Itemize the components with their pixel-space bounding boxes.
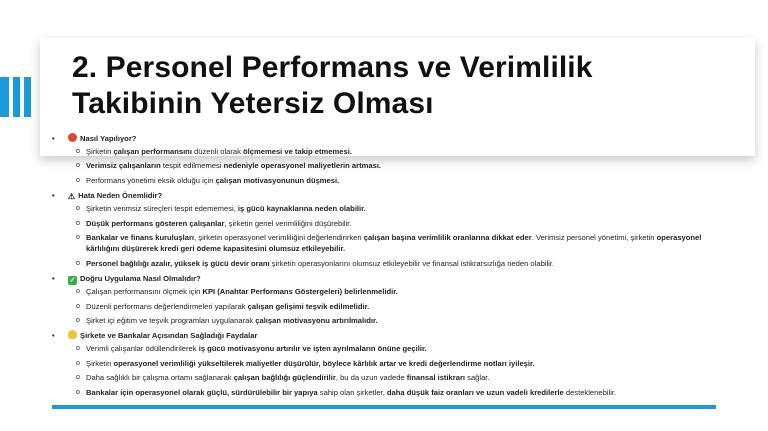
list-item [52, 218, 722, 229]
section [52, 273, 722, 326]
item-text-segment: şirketin operasyonlarını olumsuz etkileyebilir ve finansal istikrarsızlığa neden olabilir. [269, 258, 555, 268]
slide-title [72, 50, 593, 122]
list-item [52, 315, 722, 326]
list-item [52, 301, 722, 312]
item-text-segment: çalışan bağlılığı güçlendirilir [233, 373, 336, 383]
item-list [52, 343, 722, 398]
bullet: • [52, 134, 55, 143]
item-text-segment: Şirket içi eğitim ve teşvik programları uygulanarak [86, 316, 256, 326]
item-text-segment: çalışan motivasyonunun düşmesi. [215, 175, 340, 185]
list-item [52, 146, 722, 157]
section [52, 190, 722, 269]
item-list [52, 203, 722, 269]
item-text-segment: nedeniyle operasyonel maliyetlerin artması. [223, 161, 382, 171]
list-item [52, 203, 722, 214]
item-text-segment: düzenli olarak [191, 147, 244, 156]
decorative-side-bars [0, 77, 40, 117]
check-icon [68, 276, 77, 285]
item-text-segment: Düşük performans gösteren çalışanlar [86, 218, 225, 228]
item-text-segment: , bu da uzun vadede [335, 373, 407, 383]
list-item [52, 343, 722, 354]
section [52, 330, 722, 398]
red-circle-icon [68, 133, 77, 142]
lightbulb-icon [68, 330, 77, 339]
list-item [52, 175, 722, 186]
title-line-1: 2. Personel Performans ve Verimlilik [72, 51, 593, 84]
item-text-segment: Verimsiz çalışanların [86, 161, 161, 171]
item-text-segment: Daha sağlıklı bir çalışma ortamı sağlanarak [86, 373, 234, 383]
item-text-segment: çalışan motivasyonu artırılmalıdır. [255, 316, 378, 326]
item-text-segment: operasyonel verimliliği yükseltilerek maliyetler düşürülür, böylece kârlılık artar ve kredi değerlendirme notları iyileşir. [113, 358, 535, 368]
bullet: • [52, 331, 55, 341]
item-text-segment: , şirketin operasyonel verimliliğini değerlendirirken [194, 233, 364, 243]
bullet: • [52, 191, 55, 201]
section-heading-text: Şirkete ve Bankalar Açısından Sağladığı Faydalar [80, 331, 258, 341]
item-text-segment: operasyonel kârlılığını düşürerek kredi geri ödeme kapasitesini olumsuz etkileyebilir. [86, 233, 702, 254]
item-text-segment: desteklenebilir. [563, 387, 617, 397]
list-item [52, 232, 722, 255]
item-text-segment: Bankalar ve finans kuruluşları [86, 233, 195, 243]
item-text-segment: sahip olan şirketler, [317, 387, 387, 397]
slide-content [52, 133, 722, 402]
list-item [52, 258, 722, 269]
item-list [52, 146, 722, 186]
item-text-segment: , şirketin genel verimliliğini düşürebilir. [224, 218, 352, 228]
list-item [52, 160, 722, 171]
item-text-segment: tespit edilmemesi [160, 161, 224, 171]
list-item [52, 372, 722, 383]
bottom-accent-bar [52, 405, 716, 409]
item-text-segment: Şirketin [86, 358, 114, 368]
item-text-segment: çalışan başına verimlilik oranlarına dikkat eder [363, 233, 532, 243]
section-heading-text: Doğru Uygulama Nasıl Olmalıdır? [80, 274, 201, 284]
list-item [52, 387, 722, 398]
item-text-segment: çalışan gelişimi teşvik edilmelidir. [247, 301, 370, 311]
item-text-segment: daha düşük faiz oranları ve uzun vadeli kredilerle [386, 387, 564, 397]
item-text-segment: Şirketin [86, 147, 114, 156]
list-item [52, 358, 722, 369]
item-text-segment: Performans yönetimi eksik olduğu için [86, 175, 216, 185]
section-heading-text: Nasıl Yapılıyor? [80, 134, 137, 143]
item-text-segment: ölçmemesi ve takip etmemesi. [243, 147, 352, 156]
list-item [52, 286, 722, 297]
item-text-segment: Çalışan performansını ölçmek için [86, 287, 203, 297]
title-line-2: Takibinin Yetersiz Olması [72, 87, 434, 120]
item-text-segment: sağlar. [465, 373, 490, 383]
item-text-segment: Personel bağlılığı azalır, yüksek iş gücü devir oranı [86, 258, 270, 268]
bullet: • [52, 274, 55, 284]
item-text-segment: Şirketin verimsiz süreçleri tespit edememesi, [86, 204, 238, 214]
section [52, 133, 722, 186]
item-text-segment: finansal istikrarı [406, 373, 466, 383]
item-text-segment: iş gücü motivasyonu artırılır ve işten ayrılmaların önüne geçilir. [198, 344, 427, 354]
item-list [52, 286, 722, 326]
item-text-segment: KPI (Anahtar Performans Göstergeleri) belirlenmelidir. [202, 287, 398, 297]
item-text-segment: Verimli çalışanlar ödüllendirilerek [86, 344, 199, 354]
item-text-segment: Düzenli performans değerlendirmeleri yapılarak [86, 301, 248, 311]
section-heading-text: Hata Neden Önemlidir? [78, 191, 163, 201]
item-text-segment: Bankalar için operasyonel olarak güçlü, sürdürülebilir bir yapıya [86, 387, 318, 397]
section-heading [52, 133, 722, 146]
item-text-segment: iş gücü kaynaklarına neden olabilir. [237, 204, 366, 214]
warning-icon: ⚠ [68, 192, 76, 202]
section-heading [52, 190, 722, 203]
item-text-segment: . Verimsiz personel yönetimi, şirketin [531, 233, 657, 243]
section-heading [52, 330, 722, 343]
section-heading [52, 273, 722, 286]
item-text-segment: çalışan performansını [113, 147, 192, 156]
